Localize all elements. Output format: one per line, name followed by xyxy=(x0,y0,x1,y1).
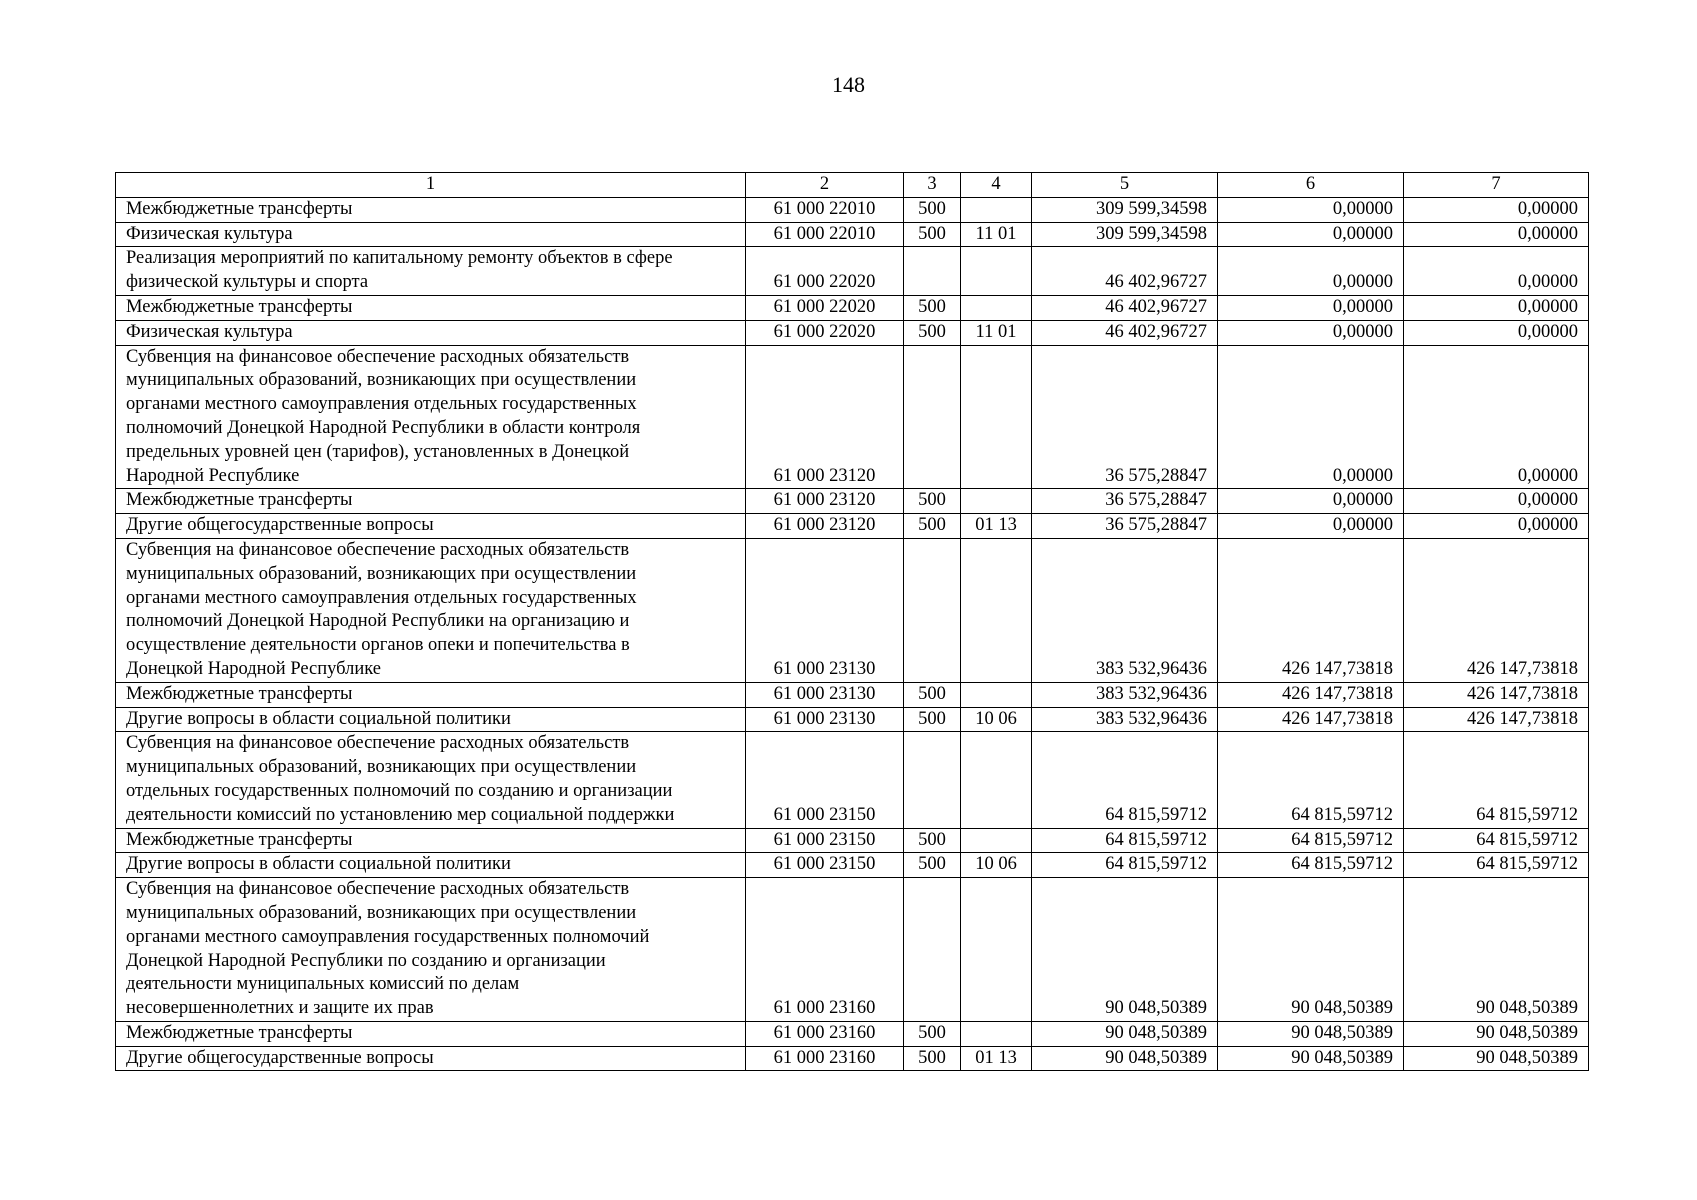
section-cell xyxy=(961,197,1032,222)
expense-type-cell: 500 xyxy=(904,320,961,345)
table-row xyxy=(116,1021,1589,1046)
row-name-line: Народной Республике xyxy=(126,465,300,486)
amount-col7-cell: 0,00000 xyxy=(1404,345,1589,489)
section-cell xyxy=(961,247,1032,296)
target-article-cell: 61 000 23160 xyxy=(746,1021,904,1046)
amount-col7-cell: 426 147,73818 xyxy=(1404,682,1589,707)
amount-col5-cell: 46 402,96727 xyxy=(1032,320,1218,345)
amount-col6-cell: 90 048,50389 xyxy=(1218,1021,1404,1046)
section-cell xyxy=(961,1021,1032,1046)
target-article-cell: 61 000 23150 xyxy=(746,732,904,828)
target-article-cell: 61 000 23120 xyxy=(746,514,904,539)
table-row xyxy=(116,345,1589,489)
column-header-3: 3 xyxy=(904,173,961,198)
row-name-line: деятельности муниципальных комиссий по делам xyxy=(126,974,520,995)
amount-col6-cell: 0,00000 xyxy=(1218,514,1404,539)
row-name-line: Другие общегосударственные вопросы xyxy=(126,515,434,536)
amount-col5-cell: 36 575,28847 xyxy=(1032,489,1218,514)
amount-col5-cell: 90 048,50389 xyxy=(1032,878,1218,1022)
row-name-line: несовершеннолетних и защите их прав xyxy=(126,998,434,1019)
row-name-line: Субвенция на финансовое обеспечение расходных обязательств xyxy=(126,879,630,900)
row-name-cell xyxy=(116,1046,746,1071)
amount-col7-cell: 426 147,73818 xyxy=(1404,707,1589,732)
amount-col7-cell: 64 815,59712 xyxy=(1404,732,1589,828)
row-name-line: физической культуры и спорта xyxy=(126,272,369,293)
amount-col5-cell: 383 532,96436 xyxy=(1032,538,1218,682)
amount-col7-cell: 90 048,50389 xyxy=(1404,878,1589,1022)
column-header-1: 1 xyxy=(116,173,746,198)
amount-col5-cell: 36 575,28847 xyxy=(1032,345,1218,489)
expense-type-cell: 500 xyxy=(904,1021,961,1046)
section-cell xyxy=(961,489,1032,514)
table-row xyxy=(116,197,1589,222)
row-name-line: Другие общегосударственные вопросы xyxy=(126,1047,434,1068)
row-name-line: отдельных государственных полномочий по созданию и организации xyxy=(126,780,673,801)
page-number: 148 xyxy=(832,72,865,97)
table-row xyxy=(116,222,1589,247)
row-name-cell xyxy=(116,247,746,296)
row-name-line: органами местного самоуправления отдельных государственных xyxy=(126,394,637,415)
row-name-cell xyxy=(116,707,746,732)
row-name-cell xyxy=(116,197,746,222)
row-name-line: Межбюджетные трансферты xyxy=(126,490,353,511)
section-cell xyxy=(961,732,1032,828)
expense-type-cell: 500 xyxy=(904,828,961,853)
row-name-line: Реализация мероприятий по капитальному ремонту объектов в сфере xyxy=(126,248,673,269)
row-name-cell xyxy=(116,345,746,489)
section-cell: 11 01 xyxy=(961,320,1032,345)
amount-col5-cell: 383 532,96436 xyxy=(1032,682,1218,707)
table-row xyxy=(116,707,1589,732)
expense-type-cell xyxy=(904,247,961,296)
row-name-line: Межбюджетные трансферты xyxy=(126,829,353,850)
row-name-cell xyxy=(116,682,746,707)
table-row xyxy=(116,514,1589,539)
row-name-line: предельных уровней цен (тарифов), установленных в Донецкой xyxy=(126,441,630,462)
amount-col7-cell: 0,00000 xyxy=(1404,247,1589,296)
row-name-cell xyxy=(116,489,746,514)
row-name-cell xyxy=(116,878,746,1022)
expense-type-cell: 500 xyxy=(904,295,961,320)
amount-col7-cell: 426 147,73818 xyxy=(1404,538,1589,682)
row-name-cell xyxy=(116,320,746,345)
amount-col7-cell: 0,00000 xyxy=(1404,222,1589,247)
amount-col7-cell: 0,00000 xyxy=(1404,514,1589,539)
amount-col7-cell: 0,00000 xyxy=(1404,295,1589,320)
amount-col5-cell: 383 532,96436 xyxy=(1032,707,1218,732)
amount-col7-cell: 90 048,50389 xyxy=(1404,1021,1589,1046)
row-name-cell xyxy=(116,222,746,247)
row-name-line: органами местного самоуправления отдельных государственных xyxy=(126,587,637,608)
amount-col6-cell: 426 147,73818 xyxy=(1218,707,1404,732)
row-name-line: муниципальных образований, возникающих при осуществлении xyxy=(126,902,637,923)
amount-col6-cell: 0,00000 xyxy=(1218,345,1404,489)
amount-col7-cell: 64 815,59712 xyxy=(1404,828,1589,853)
table-body xyxy=(116,173,1589,1071)
row-name-cell xyxy=(116,828,746,853)
row-name-line: Субвенция на финансовое обеспечение расходных обязательств xyxy=(126,346,630,367)
target-article-cell: 61 000 22010 xyxy=(746,222,904,247)
row-name-line: Физическая культура xyxy=(126,223,293,244)
target-article-cell: 61 000 23120 xyxy=(746,489,904,514)
target-article-cell: 61 000 22020 xyxy=(746,295,904,320)
section-cell xyxy=(961,295,1032,320)
target-article-cell: 61 000 22020 xyxy=(746,247,904,296)
target-article-cell: 61 000 22010 xyxy=(746,197,904,222)
table-row xyxy=(116,295,1589,320)
column-header-5: 5 xyxy=(1032,173,1218,198)
column-header-7: 7 xyxy=(1404,173,1589,198)
section-cell: 11 01 xyxy=(961,222,1032,247)
amount-col7-cell: 64 815,59712 xyxy=(1404,853,1589,878)
row-name-line: Субвенция на финансовое обеспечение расходных обязательств xyxy=(126,539,630,560)
target-article-cell: 61 000 23130 xyxy=(746,707,904,732)
section-cell: 01 13 xyxy=(961,1046,1032,1071)
amount-col6-cell: 0,00000 xyxy=(1218,295,1404,320)
row-name-line: Физическая культура xyxy=(126,321,293,342)
column-header-2: 2 xyxy=(746,173,904,198)
target-article-cell: 61 000 23160 xyxy=(746,1046,904,1071)
amount-col5-cell: 64 815,59712 xyxy=(1032,828,1218,853)
table-row xyxy=(116,682,1589,707)
amount-col6-cell: 0,00000 xyxy=(1218,320,1404,345)
amount-col6-cell: 426 147,73818 xyxy=(1218,682,1404,707)
expense-type-cell: 500 xyxy=(904,1046,961,1071)
amount-col6-cell: 426 147,73818 xyxy=(1218,538,1404,682)
row-name-line: муниципальных образований, возникающих при осуществлении xyxy=(126,370,637,391)
amount-col5-cell: 309 599,34598 xyxy=(1032,197,1218,222)
target-article-cell: 61 000 23150 xyxy=(746,853,904,878)
expense-type-cell: 500 xyxy=(904,514,961,539)
expense-type-cell xyxy=(904,878,961,1022)
amount-col6-cell: 0,00000 xyxy=(1218,197,1404,222)
expense-type-cell: 500 xyxy=(904,707,961,732)
row-name-line: Другие вопросы в области социальной политики xyxy=(126,854,511,875)
row-name-line: осуществление деятельности органов опеки и попечительства в xyxy=(126,635,630,656)
amount-col5-cell: 46 402,96727 xyxy=(1032,295,1218,320)
amount-col7-cell: 0,00000 xyxy=(1404,489,1589,514)
row-name-line: Межбюджетные трансферты xyxy=(126,198,353,219)
table-row xyxy=(116,878,1589,1022)
row-name-line: органами местного самоуправления государственных полномочий xyxy=(126,926,650,947)
section-cell: 01 13 xyxy=(961,514,1032,539)
target-article-cell: 61 000 23130 xyxy=(746,682,904,707)
row-name-line: полномочий Донецкой Народной Республики в области контроля xyxy=(126,417,641,438)
table-row xyxy=(116,489,1589,514)
row-name-line: муниципальных образований, возникающих при осуществлении xyxy=(126,563,637,584)
amount-col6-cell: 64 815,59712 xyxy=(1218,828,1404,853)
row-name-cell xyxy=(116,732,746,828)
target-article-cell: 61 000 22020 xyxy=(746,320,904,345)
row-name-cell xyxy=(116,295,746,320)
amount-col6-cell: 0,00000 xyxy=(1218,489,1404,514)
row-name-line: муниципальных образований, возникающих при осуществлении xyxy=(126,757,637,778)
target-article-cell: 61 000 23150 xyxy=(746,828,904,853)
expense-type-cell: 500 xyxy=(904,197,961,222)
table-header-row xyxy=(116,173,1589,198)
row-name-cell xyxy=(116,1021,746,1046)
amount-col5-cell: 309 599,34598 xyxy=(1032,222,1218,247)
amount-col6-cell: 90 048,50389 xyxy=(1218,1046,1404,1071)
section-cell xyxy=(961,828,1032,853)
row-name-cell xyxy=(116,853,746,878)
table-row xyxy=(116,247,1589,296)
amount-col6-cell: 0,00000 xyxy=(1218,222,1404,247)
row-name-line: Межбюджетные трансферты xyxy=(126,683,353,704)
column-header-6: 6 xyxy=(1218,173,1404,198)
target-article-cell: 61 000 23120 xyxy=(746,345,904,489)
amount-col5-cell: 46 402,96727 xyxy=(1032,247,1218,296)
table-row xyxy=(116,538,1589,682)
row-name-line: Донецкой Народной Республики по созданию и организации xyxy=(126,950,606,971)
expense-type-cell: 500 xyxy=(904,222,961,247)
row-name-line: Межбюджетные трансферты xyxy=(126,1022,353,1043)
amount-col7-cell: 0,00000 xyxy=(1404,197,1589,222)
amount-col6-cell: 64 815,59712 xyxy=(1218,732,1404,828)
budget-table xyxy=(115,172,1589,1071)
amount-col5-cell: 90 048,50389 xyxy=(1032,1046,1218,1071)
amount-col5-cell: 36 575,28847 xyxy=(1032,514,1218,539)
amount-col5-cell: 64 815,59712 xyxy=(1032,853,1218,878)
amount-col7-cell: 0,00000 xyxy=(1404,320,1589,345)
table-row xyxy=(116,320,1589,345)
row-name-cell xyxy=(116,514,746,539)
expense-type-cell: 500 xyxy=(904,682,961,707)
column-header-4: 4 xyxy=(961,173,1032,198)
row-name-line: полномочий Донецкой Народной Республики на организацию и xyxy=(126,611,630,632)
row-name-line: Субвенция на финансовое обеспечение расходных обязательств xyxy=(126,733,630,754)
amount-col6-cell: 64 815,59712 xyxy=(1218,853,1404,878)
expense-type-cell xyxy=(904,732,961,828)
expense-type-cell xyxy=(904,345,961,489)
amount-col7-cell: 90 048,50389 xyxy=(1404,1046,1589,1071)
row-name-line: Донецкой Народной Республике xyxy=(126,658,381,679)
amount-col6-cell: 0,00000 xyxy=(1218,247,1404,296)
row-name-line: Межбюджетные трансферты xyxy=(126,296,353,317)
section-cell: 10 06 xyxy=(961,707,1032,732)
table-row xyxy=(116,853,1589,878)
expense-type-cell: 500 xyxy=(904,853,961,878)
table-row xyxy=(116,732,1589,828)
target-article-cell: 61 000 23130 xyxy=(746,538,904,682)
amount-col5-cell: 90 048,50389 xyxy=(1032,1021,1218,1046)
section-cell xyxy=(961,682,1032,707)
table-row xyxy=(116,828,1589,853)
target-article-cell: 61 000 23160 xyxy=(746,878,904,1022)
expense-type-cell xyxy=(904,538,961,682)
row-name-cell xyxy=(116,538,746,682)
row-name-line: деятельности комиссий по установлению мер социальной поддержки xyxy=(126,804,675,825)
section-cell xyxy=(961,345,1032,489)
expense-type-cell: 500 xyxy=(904,489,961,514)
section-cell xyxy=(961,878,1032,1022)
amount-col5-cell: 64 815,59712 xyxy=(1032,732,1218,828)
table-row xyxy=(116,1046,1589,1071)
row-name-line: Другие вопросы в области социальной политики xyxy=(126,708,511,729)
amount-col6-cell: 90 048,50389 xyxy=(1218,878,1404,1022)
section-cell: 10 06 xyxy=(961,853,1032,878)
section-cell xyxy=(961,538,1032,682)
